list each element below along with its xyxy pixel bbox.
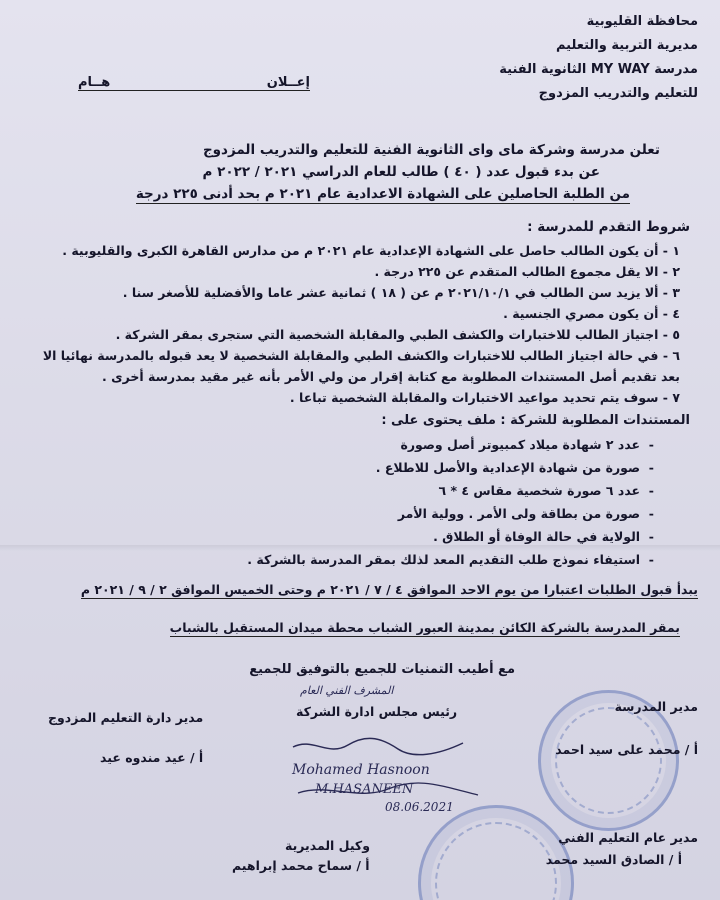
school-director-name: أ / محمد على سيد احمد — [555, 742, 698, 757]
condition-item-2: ٢ - الا يقل مجموع الطالب المتقدم عن ٢٢٥ درجة . — [374, 264, 680, 279]
document-item-1-text: عدد ٢ شهادة ميلاد كمبيوتر أصل وصورة — [400, 437, 641, 452]
intro-line-2: عن بدء قبول عدد ( ٤٠ ) طالب للعام الدراسي ٢٠٢١ / ٢٠٢٢ م — [202, 164, 600, 180]
closing-line: مع أطيب التمنيات للجميع بالتوفيق للجميع — [249, 662, 515, 677]
paper-fold-shadow — [0, 545, 720, 551]
document-item-2: - صورة من شهادة الإعدادية والأصل للاطلاع . — [375, 460, 654, 475]
document-item-3: - عدد ٦ صورة شخصية مقاس ٤ * ٦ — [438, 483, 654, 498]
document-item-5-text: الولاية في حالة الوفاة أو الطلاق . — [433, 529, 641, 544]
chairman-signature-name-2: M.HASANEEN — [315, 782, 414, 797]
dates-line-1-text: يبدأ قبول الطلبات اعتبارا من يوم الاحد الموافق ٤ / ٧ / ٢٠٢١ م وحتى الخميس الموافق ٢ / ٩ / ٢٠٢١ م — [80, 582, 698, 597]
document-item-4: - صورة من بطاقة ولى الأمر . وولية الأمر — [397, 506, 654, 521]
header-school-name: مدرسة MY WAY الثانوية الفنية — [499, 62, 698, 77]
document-item-6-text: استيفاء نموذج طلب التقديم المعد لذلك بمقر المدرسة بالشركة . — [247, 552, 641, 567]
chairman-signature-date: 08.06.2021 — [385, 800, 454, 814]
intro-line-1: تعلن مدرسة وشركة ماى واى الثانوية الفنية للتعليم والتدريب المزدوج — [202, 142, 660, 158]
document-item-5: - الولاية في حالة الوفاة أو الطلاق . — [433, 529, 654, 544]
technical-education-director-title: مدير عام التعليم الفني — [558, 830, 698, 845]
dual-education-director-name: أ / عيد مندوه عيد — [100, 750, 204, 765]
condition-item-7: ٧ - سوف يتم تحديد مواعيد الاختبارات والمقابلة الشخصية تباعا . — [289, 390, 680, 405]
supervisor-note: المشرف الفني العام — [300, 684, 394, 697]
chairman-signature-name: Mohamed Hasnoon — [292, 762, 430, 778]
condition-item-4: ٤ - أن يكون مصري الجنسية . — [503, 306, 680, 321]
document-item-4-text: صورة من بطاقة ولى الأمر . وولية الأمر — [397, 506, 641, 521]
announcement-word-2: هــام — [78, 75, 111, 90]
condition-item-1: ١ - أن يكون الطالب حاصل على الشهادة الإعدادية عام ٢٠٢١ م من مدارس القاهرة الكبرى والقليوبية . — [62, 243, 680, 258]
announcement-heading — [78, 68, 310, 91]
header-directorate: مديرية التربية والتعليم — [555, 38, 698, 53]
condition-item-5: ٥ - اجتياز الطالب للاختبارات والكشف الطبي والمقابلة الشخصية التي ستجرى بمقر الشركة . — [115, 327, 680, 342]
dates-line-2-text: بمقر المدرسة بالشركة الكائن بمدينة العبور الشباب محطة ميدان المستقبل بالشباب — [169, 620, 680, 635]
deputy-name: أ / سماح محمد إبراهيم — [232, 858, 370, 873]
intro-line-3 — [136, 186, 630, 202]
intro-line-3-text: من الطلبة الحاصلين على الشهادة الاعدادية عام ٢٠٢١ م بحد أدنى ٢٢٥ درجة — [135, 186, 630, 202]
dates-line-2 — [170, 620, 680, 635]
condition-item-3: ٣ - ألا يزيد سن الطالب في ٢٠٢١/١٠/١ م عن ( ١٨ ) ثمانية عشر عاما والأفضلية للأصغر سنا . — [122, 285, 680, 300]
board-chairman-title: رئيس مجلس ادارة الشركة — [296, 704, 458, 719]
document-item-3-text: عدد ٦ صورة شخصية مقاس ٤ * ٦ — [438, 483, 641, 498]
header-school-subtitle: للتعليم والتدريب المزدوج — [538, 86, 698, 101]
document-item-2-text: صورة من شهادة الإعدادية والأصل للاطلاع . — [375, 460, 641, 475]
document-item-6: - استيفاء نموذج طلب التقديم المعد لذلك بمقر المدرسة بالشركة . — [247, 552, 654, 567]
dual-education-director-title: مدير دارة التعليم المزدوج — [48, 710, 204, 725]
technical-education-director-name: أ / الصادق السيد محمد — [545, 852, 682, 867]
conditions-title: شروط التقدم للمدرسة : — [527, 219, 690, 235]
document-item-1: - عدد ٢ شهادة ميلاد كمبيوتر أصل وصورة — [400, 437, 654, 452]
dates-line-1 — [81, 582, 698, 597]
condition-item-6-cont: بعد تقديم أصل المستندات المطلوبة مع كتابة إقرار من ولي الأمر بأنه غير مقيد بمدرسة أخرى . — [102, 369, 680, 384]
documents-title: المستندات المطلوبة للشركة : ملف يحتوى على : — [381, 413, 690, 428]
deputy-title: وكيل المديرية — [285, 838, 370, 853]
header-governorate: محافظة القليوبية — [586, 14, 698, 29]
announcement-word-1: إعــلان — [266, 75, 310, 90]
school-director-title: مدير المدرسة — [614, 699, 698, 714]
condition-item-6: ٦ - في حالة اجتياز الطالب للاختبارات والكشف الطبي والمقابلة الشخصية لا يعد قبوله بالمدرسة نهائيا الا — [42, 348, 680, 363]
